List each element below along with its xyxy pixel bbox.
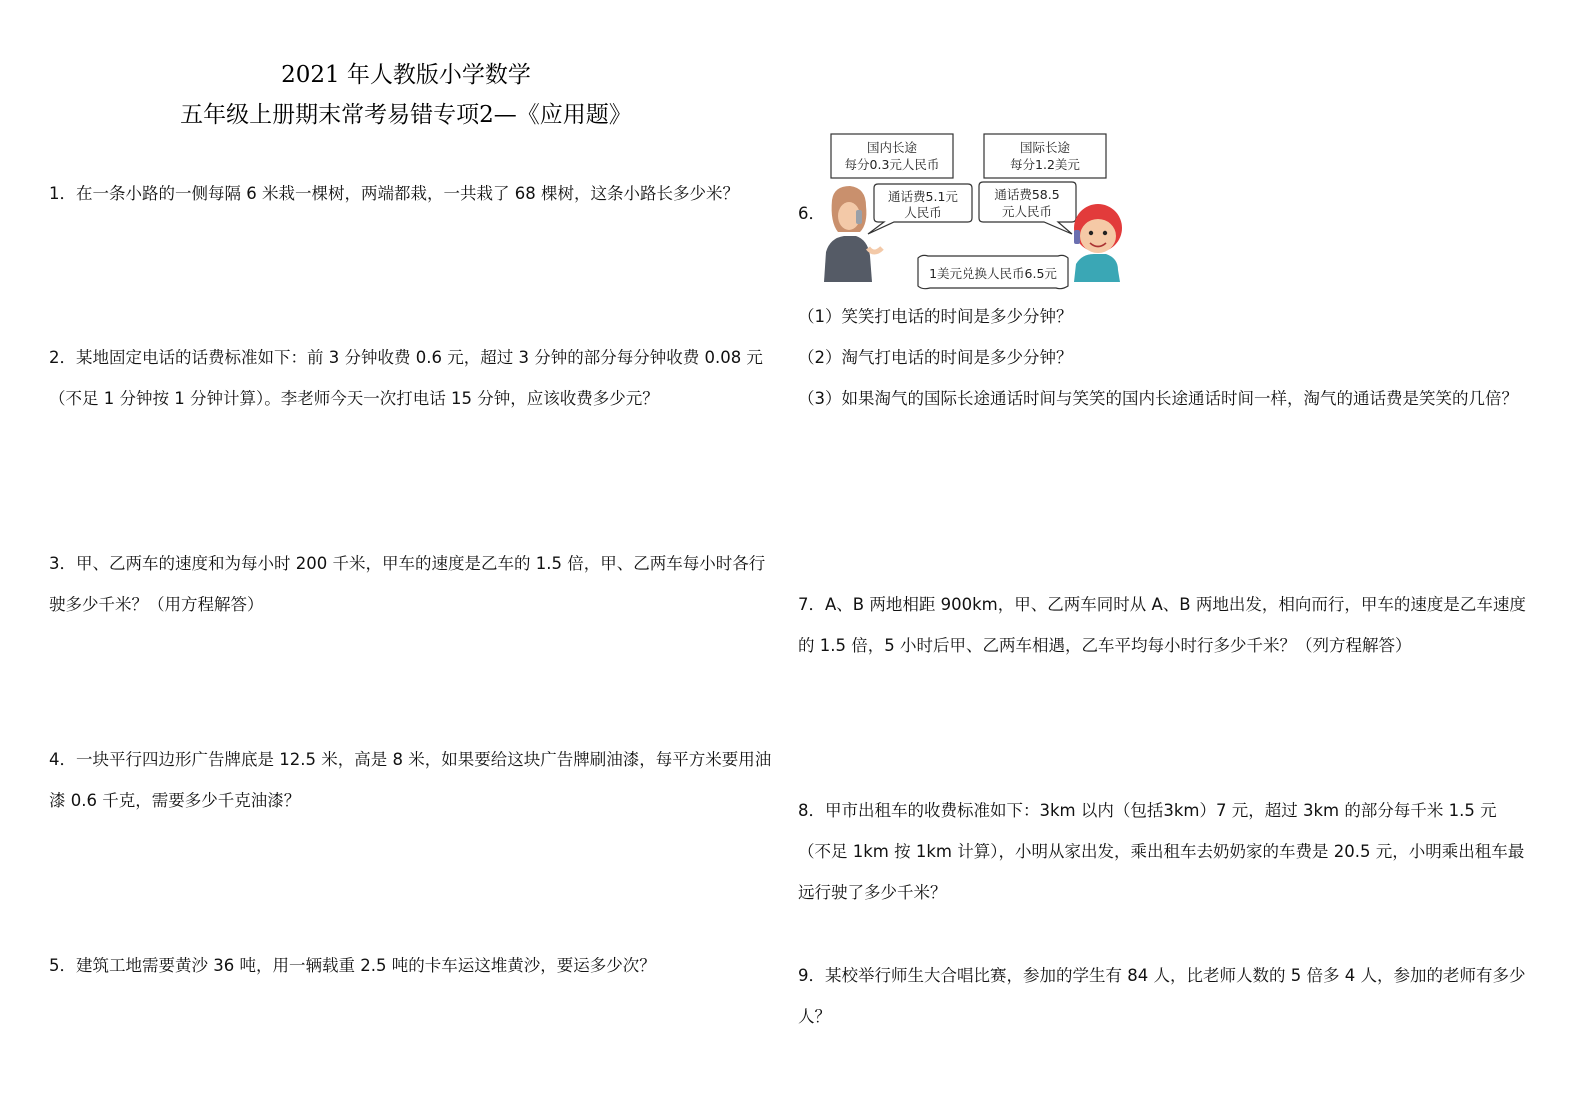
- boy-speech-bubble: [979, 182, 1076, 234]
- question-3: 3．甲、乙两车的速度和为每小时 200 千米，甲车的速度是乙车的 1.5 倍，甲、乙两车每小时各行驶多少千米？（用方程解答）: [49, 554, 766, 614]
- exchange-rate-sign: [918, 255, 1068, 288]
- international-rate-box: [984, 134, 1106, 178]
- page-title-line1: 2021 年人教版小学数学: [281, 62, 531, 88]
- international-rate-title: 国际长途: [1019, 140, 1071, 155]
- domestic-rate-box: [831, 134, 953, 178]
- boy-bubble-line2: 元人民币: [1001, 204, 1053, 219]
- phone-call-illustration: [822, 130, 1126, 290]
- exchange-rate-text: 1美元兑换人民币6.5元: [929, 266, 1057, 281]
- question-1: 1．在一条小路的一侧每隔 6 米栽一棵树，两端都栽，一共栽了 68 棵树，这条小路长多少米？: [49, 184, 739, 203]
- girl-speech-bubble: [868, 184, 972, 234]
- boy-figure: [1074, 204, 1122, 282]
- domestic-rate-title: 国内长途: [866, 140, 918, 155]
- boy-bubble-line1: 通话费58.5: [994, 187, 1060, 202]
- question-4: 4．一块平行四边形广告牌底是 12.5 米，高是 8 米，如果要给这块广告牌刷油漆，每平方米要用油漆 0.6 千克，需要多少千克油漆？: [49, 750, 772, 810]
- girl-figure: [824, 186, 882, 282]
- page-title-line2: 五年级上册期末常考易错专项2—《应用题》: [180, 102, 632, 128]
- domestic-rate-price: 每分0.3元人民币: [844, 157, 940, 172]
- question-2: 2．某地固定电话的话费标准如下：前 3 分钟收费 0.6 元，超过 3 分钟的部分每分钟收费 0.08 元（不足 1 分钟按 1 分钟计算）。李老师今天一次打电话 15 分钟，应该收费多少元？: [49, 348, 763, 408]
- girl-bubble-line1: 通话费5.1元: [888, 189, 958, 204]
- question-8: 8．甲市出租车的收费标准如下：3km 以内（包括3km）7 元，超过 3km 的部分每千米 1.5 元（不足 1km 按 1km 计算），小明从家出发，乘出租车去奶奶家的车费是 20.5 元，小明乘出租车最远行驶了多少千米？: [798, 801, 1525, 902]
- question-6-part-3: （3）如果淘气的国际长途通话时间与笑笑的国内长途通话时间一样，淘气的通话费是笑笑的几倍？: [798, 389, 1518, 408]
- question-5: 5．建筑工地需要黄沙 36 吨，用一辆载重 2.5 吨的卡车运这堆黄沙，要运多少次？: [49, 956, 656, 975]
- girl-bubble-line2: 人民币: [904, 205, 942, 220]
- international-rate-price: 每分1.2美元: [1010, 157, 1080, 172]
- question-6-part-2: （2）淘气打电话的时间是多少分钟？: [798, 348, 1073, 367]
- question-7: 7．A、B 两地相距 900km，甲、乙两车同时从 A、B 两地出发，相向而行，甲车的速度是乙车速度的 1.5 倍，5 小时后甲、乙两车相遇，乙车平均每小时行多少千米？（列方程解答）: [798, 595, 1526, 655]
- question-6-part-1: （1）笑笑打电话的时间是多少分钟？: [798, 307, 1073, 326]
- question-6-label: 6．: [798, 204, 825, 223]
- question-9: 9．某校举行师生大合唱比赛，参加的学生有 84 人，比老师人数的 5 倍多 4 人，参加的老师有多少人？: [798, 966, 1526, 1026]
